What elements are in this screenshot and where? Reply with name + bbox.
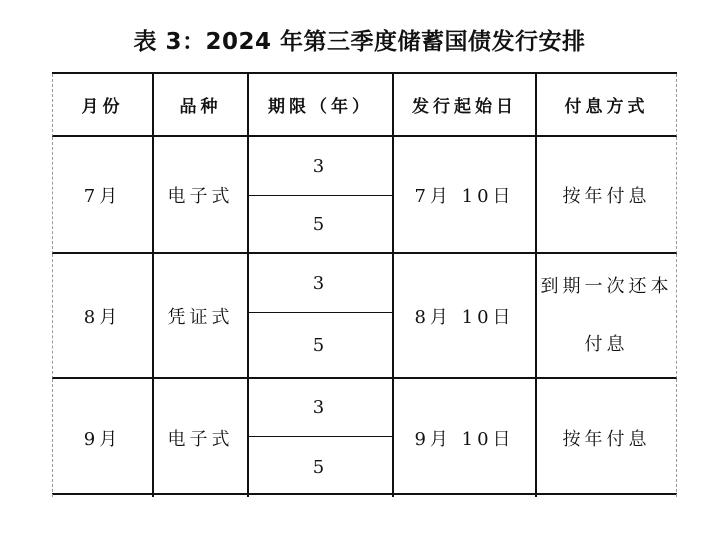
header-term: 期限（年） xyxy=(249,74,394,137)
term-cell-september-3: 3 xyxy=(249,379,394,437)
interest-cell-august-line2: 付息 xyxy=(584,333,629,355)
type-cell-august: 凭证式 xyxy=(154,254,249,379)
header-interest: 付息方式 xyxy=(537,74,677,137)
interest-cell-july: 按年付息 xyxy=(537,137,677,254)
header-month: 月份 xyxy=(52,74,154,137)
term-cell-september-5: 5 xyxy=(249,437,394,497)
interest-cell-august xyxy=(537,254,677,379)
table-title: 表 3：2024 年第三季度储蓄国债发行安排 xyxy=(133,29,586,55)
term-cell-august-3: 3 xyxy=(249,254,394,313)
term-cell-august-5: 5 xyxy=(249,313,394,379)
type-cell-july: 电子式 xyxy=(154,137,249,254)
header-type: 品种 xyxy=(154,74,249,137)
type-cell-september: 电子式 xyxy=(154,379,249,497)
term-cell-july-3: 3 xyxy=(249,137,394,196)
month-cell-september: 9月 xyxy=(52,379,154,497)
month-cell-august: 8月 xyxy=(52,254,154,379)
interest-cell-august-line1: 到期一次还本 xyxy=(540,275,673,297)
month-cell-july: 7月 xyxy=(52,137,154,254)
term-cell-july-5: 5 xyxy=(249,196,394,254)
bond-schedule-table xyxy=(52,72,677,495)
start-date-cell-september: 9月 10日 xyxy=(394,379,537,497)
interest-cell-september: 按年付息 xyxy=(537,379,677,497)
header-start-date: 发行起始日 xyxy=(394,74,537,137)
start-date-cell-august: 8月 10日 xyxy=(394,254,537,379)
start-date-cell-july: 7月 10日 xyxy=(394,137,537,254)
